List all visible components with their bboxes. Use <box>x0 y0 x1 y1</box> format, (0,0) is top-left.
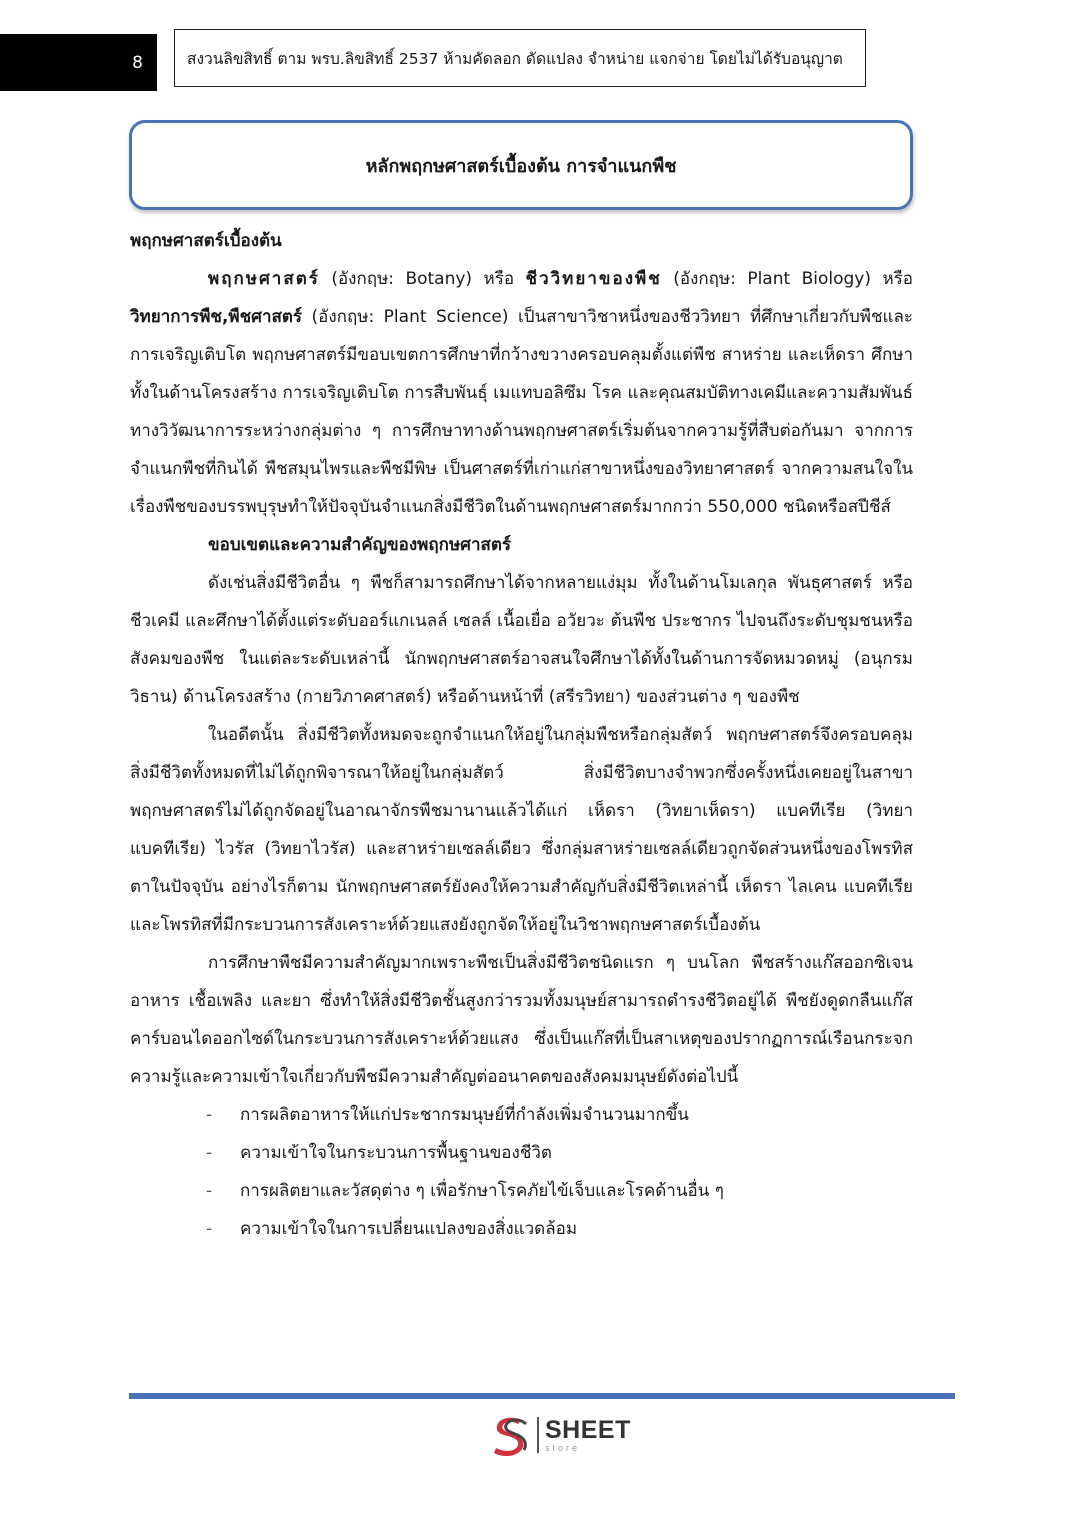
intro-text-1: (อังกฤษ: Botany) หรือ <box>319 269 526 289</box>
page-title: หลักพฤกษศาสตร์เบื้องต้น การจำแนกพืช <box>129 120 913 210</box>
logo-wordmark <box>545 1415 631 1453</box>
logo-sub-text: store <box>545 1442 581 1453</box>
logo-separator <box>537 1417 539 1453</box>
list-item-text: ความเข้าใจในกระบวนการพื้นฐานของชีวิต <box>240 1143 552 1163</box>
intro-text-3: (อังกฤษ: Plant Science) เป็นสาขาวิชาหนึ่งของชีววิทยา ที่ศึกษาเกี่ยวกับพืชและการเจริญเติบโต พฤกษศาสตร์มีขอบเขตการศึกษาที่กว้างขวางครอบคลุมตั้งแต่พืช สาหร่าย และเห็ดรา ศึกษาทั้งในด้านโครงสร้าง การเจริญเติบโต การสืบพันธุ์ เมแทบอลิซึม โรค และคุณสมบัติทางเคมีและความสัมพันธ์ทางวิวัฒนาการระหว่างกลุ่มต่าง ๆ การศึกษาทางด้านพฤกษศาสตร์เริ่มต้นจากความรู้ที่สืบต่อกันมา จากการจำแนกพืชที่กินได้ พืชสมุนไพรและพืชมีพิษ เป็นศาสตร์ที่เก่าแก่สาขาหนึ่งของวิทยาศาสตร์ จากความสนใจในเรื่องพืชของบรรพบุรุษทำให้ปัจจุบันจำแนกสิ่งมีชีวิตในด้านพฤกษศาสตร์มากกว่า 550,000 ชนิดหรือสปีชีส์ <box>130 307 913 517</box>
list-item <box>130 1210 913 1248</box>
list-dash: - <box>206 1219 213 1239</box>
list-dash: - <box>206 1143 213 1163</box>
intro-text-2: (อังกฤษ: Plant Biology) หรือ <box>661 269 913 289</box>
sheet-store-s-icon <box>487 1412 533 1458</box>
logo-main-text: SHEET <box>545 1415 631 1444</box>
page-number: 8 <box>0 34 157 91</box>
list-item-text: การผลิตอาหารให้แก่ประชากรมนุษย์ที่กำลังเพิ่มจำนวนมากขึ้น <box>240 1105 689 1125</box>
list-item <box>130 1134 913 1172</box>
term-plant-biology: ชีววิทยาของพืช <box>525 269 662 289</box>
list-item <box>130 1096 913 1134</box>
footer-divider <box>129 1393 955 1399</box>
list-dash: - <box>206 1181 213 1201</box>
list-dash: - <box>206 1105 213 1125</box>
term-botany: พฤกษศาสตร์ <box>208 269 320 289</box>
sheet-store-logo <box>487 1412 637 1458</box>
scope-paragraph: ดังเช่นสิ่งมีชีวิตอื่น ๆ พืชก็สามารถศึกษาได้จากหลายแง่มุม ทั้งในด้านโมเลกุล พันธุศาสตร์ หรือชีวเคมี และศึกษาได้ตั้งแต่ระดับออร์แกเนลล์ เซลล์ เนื้อเยื่อ อวัยวะ ต้นพืช ประชากร ไปจนถึงระดับชุมชนหรือสังคมของพืช ในแต่ละระดับเหล่านี้ นักพฤกษศาสตร์อาจสนใจศึกษาได้ทั้งในด้านการจัดหมวดหมู่ (อนุกรมวิธาน) ด้านโครงสร้าง (กายวิภาคศาสตร์) หรือด้านหน้าที่ (สรีรวิทยา) ของส่วนต่าง ๆ ของพืช <box>130 573 913 707</box>
history-paragraph: ในอดีตนั้น สิ่งมีชีวิตทั้งหมดจะถูกจำแนกให้อยู่ในกลุ่มพืชหรือกลุ่มสัตว์ พฤกษศาสตร์จึงครอบคลุมสิ่งมีชีวิตทั้งหมดที่ไม่ได้ถูกพิจารณาให้อยู่ในกลุ่มสัตว์ สิ่งมีชีวิตบางจำพวกซึ่งครั้งหนึ่งเคยอยู่ในสาขาพฤกษศาสตร์ไม่ได้ถูกจัดอยู่ในอาณาจักรพืชมานานแล้วได้แก่ เห็ดรา (วิทยาเห็ดรา) แบคทีเรีย (วิทยาแบคทีเรีย) ไวรัส (วิทยาไวรัส) และสาหร่ายเซลล์เดียว ซึ่งกลุ่มสาหร่ายเซลล์เดียวถูกจัดส่วนหนึ่งของโพรทิสตาในปัจจุบัน อย่างไรก็ตาม นักพฤกษศาสตร์ยังคงให้ความสำคัญกับสิ่งมีชีวิตเหล่านี้ เห็ดรา ไลเคน แบคทีเรีย และโพรทิสที่มีกระบวนการสังเคราะห์ด้วยแสงยังถูกจัดให้อยู่ในวิชาพฤกษศาสตร์เบื้องต้น <box>130 725 913 935</box>
section-heading: พฤกษศาสตร์เบื้องต้น <box>130 231 282 251</box>
list-item-text: ความเข้าใจในการเปลี่ยนแปลงของสิ่งแวดล้อม <box>240 1219 578 1239</box>
importance-paragraph: การศึกษาพืชมีความสำคัญมากเพราะพืชเป็นสิ่งมีชีวิตชนิดแรก ๆ บนโลก พืชสร้างแก๊สออกซิเจน อาหาร เชื้อเพลิง และยา ซึ่งทำให้สิ่งมีชีวิตชั้นสูงกว่ารวมทั้งมนุษย์สามารถดำรงชีวิตอยู่ได้ พืชยังดูดกลืนแก๊สคาร์บอนไดออกไซด์ในกระบวนการสังเคราะห์ด้วยแสง ซึ่งเป็นแก๊สที่เป็นสาเหตุของปรากฏการณ์เรือนกระจก ความรู้และความเข้าใจเกี่ยวกับพืชมีความสำคัญต่ออนาคตของสังคมมนุษย์ดังต่อไปนี้ <box>130 953 913 1087</box>
scope-heading: ขอบเขตและความสำคัญของพฤกษศาสตร์ <box>208 535 512 555</box>
term-plant-science: วิทยาการพืช,พืชศาสตร์ <box>130 307 303 327</box>
list-item <box>130 1172 913 1210</box>
copyright-notice: สงวนลิขสิทธิ์ ตาม พรบ.ลิขสิทธิ์ 2537 ห้ามคัดลอก ดัดแปลง จำหน่าย แจกจ่าย โดยไม่ได้รับอนุญาต <box>174 29 866 87</box>
document-body <box>130 222 913 1248</box>
intro-paragraph <box>130 260 913 526</box>
list-item-text: การผลิตยาและวัสดุต่าง ๆ เพื่อรักษาโรคภัยไข้เจ็บและโรคด้านอื่น ๆ <box>240 1181 724 1201</box>
importance-list <box>130 1096 913 1248</box>
